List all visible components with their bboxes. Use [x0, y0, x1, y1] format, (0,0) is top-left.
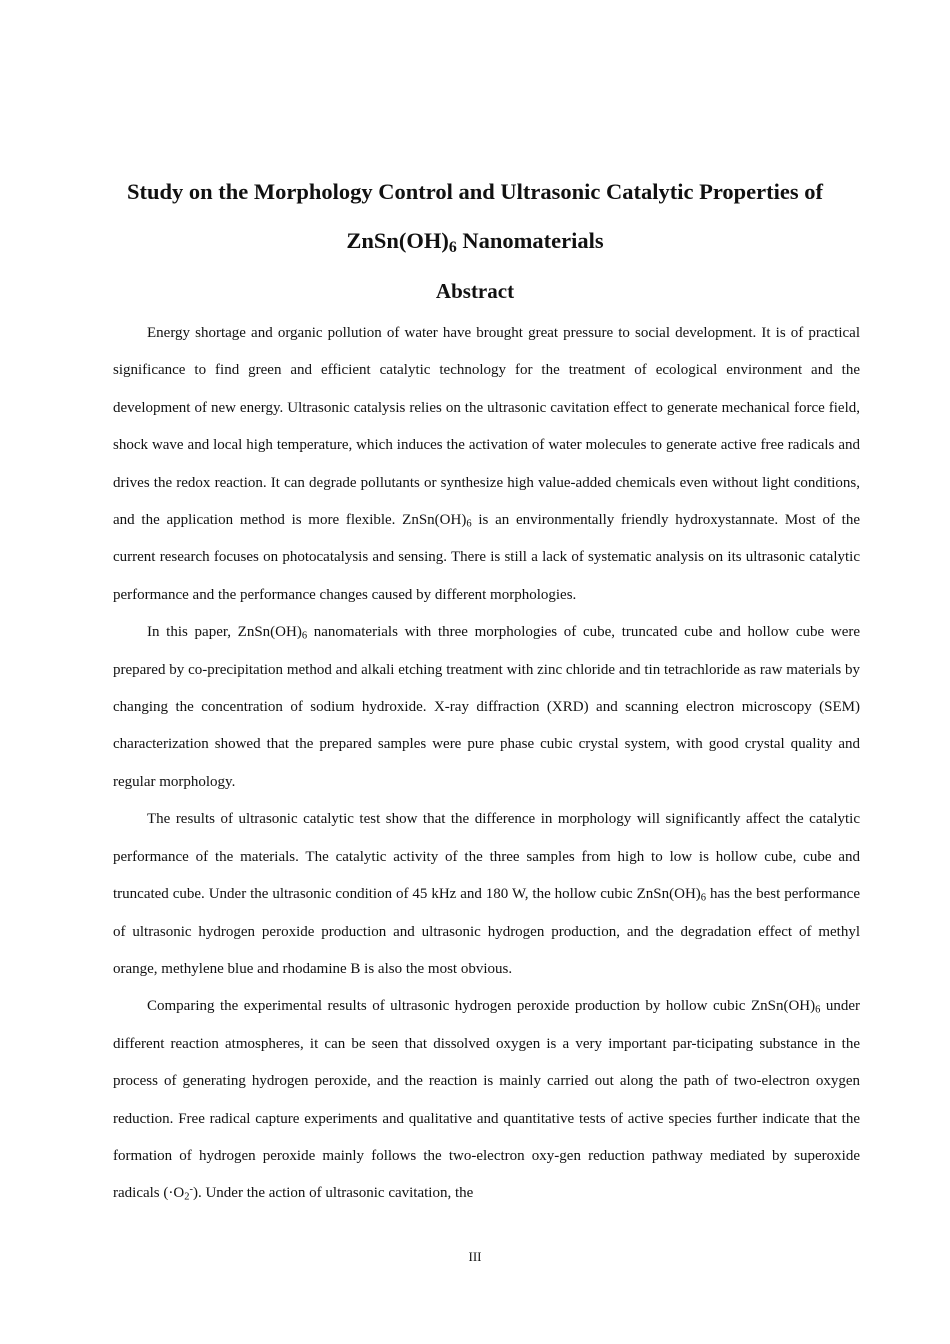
- abstract-body: [113, 315, 860, 1213]
- paragraph-text: under different reaction atmospheres, it can be seen that dissolved oxygen is a very important par-ticipating substance in the process of generating hydrogen peroxide, and the reaction is mainly carried out along the path of two-electron oxygen reduction. Free radical capture experiments and qualitative and quantitative tests of active species further indicate that the formation of hydrogen peroxide mainly follows the two-electron oxy-gen reduction pathway mediated by superoxide radicals (·O: [113, 998, 860, 1202]
- paragraph-text: has the best performance of ultrasonic hydrogen peroxide production and ultrasonic hydrogen production, and the degradation effect of methyl orange, methylene blue and rhodamine B is also the most obvious.: [113, 886, 860, 977]
- formula-subscript: 6: [301, 630, 308, 642]
- paragraph-text: ). Under the action of ultrasonic cavitation, the: [192, 1185, 474, 1202]
- paragraph-text: In this paper, ZnSn(OH): [147, 624, 302, 641]
- formula-subscript: 6: [466, 518, 472, 530]
- superoxide-subscript: 2: [184, 1191, 190, 1203]
- paragraph-text: nanomaterials with three morphologies of cube, truncated cube and hollow cube were prepared by co-precipitation method and alkali etching treatment with zinc chloride and tin tetrachloride as raw materials by changing the concentration of sodium hydroxide. X-ray diffraction (XRD) and scanning electron microscopy (SEM) characterization showed that the prepared samples were pure phase cubic crystal system, with good crystal quality and regular morphology.: [113, 624, 861, 790]
- superoxide-superscript: -: [189, 1184, 193, 1196]
- abstract-paragraph-1: [113, 315, 860, 614]
- abstract-paragraph-2: [113, 614, 860, 801]
- page-number: III: [468, 1249, 482, 1264]
- formula-subscript: 6: [815, 1004, 821, 1016]
- paragraph-text: Energy shortage and organic pollution of water have brought great pressure to social development. It is of practical significance to find green and efficient catalytic technology for the treatment of ecological environment and the development of new energy. Ultrasonic catalysis relies on the ultrasonic cavitation effect to generate mechanical force field, shock wave and local high temperature, which induces the activation of water molecules to generate active free radicals and drives the redox reaction. It can degrade pollutants or synthesize high value-added chemicals even without light conditions, and the application method is more flexible. ZnSn(OH): [113, 325, 860, 529]
- formula-subscript: 6: [700, 892, 707, 904]
- title-formula-subscript: 6: [448, 238, 457, 256]
- paragraph-text: Comparing the experimental results of ultrasonic hydrogen peroxide production by hollow cubic ZnSn(OH): [147, 998, 816, 1015]
- abstract-paragraph-4: [113, 988, 860, 1212]
- paragraph-text: The results of ultrasonic catalytic test show that the difference in morphology will significantly affect the catalytic performance of the materials. The catalytic activity of the three samples from high to low is hollow cube, cube and truncated cube. Under the ultrasonic condition of 45 kHz and 180 W, the hollow cubic ZnSn(OH): [113, 811, 860, 903]
- title-line-1: Study on the Morphology Control and Ultrasonic Catalytic Properties of: [126, 179, 824, 204]
- abstract-paragraph-3: [113, 801, 860, 988]
- abstract-heading: Abstract: [435, 279, 515, 303]
- title-rest: Nanomaterials: [456, 228, 604, 253]
- title-formula: ZnSn(OH): [346, 228, 449, 253]
- paragraph-text: is an environmentally friendly hydroxystannate. Most of the current research focuses on photocatalysis and sensing. There is still a lack of systematic analysis on its ultrasonic catalytic performance and the performance changes caused by different morphologies.: [113, 512, 860, 603]
- title-line-2: [60, 216, 890, 266]
